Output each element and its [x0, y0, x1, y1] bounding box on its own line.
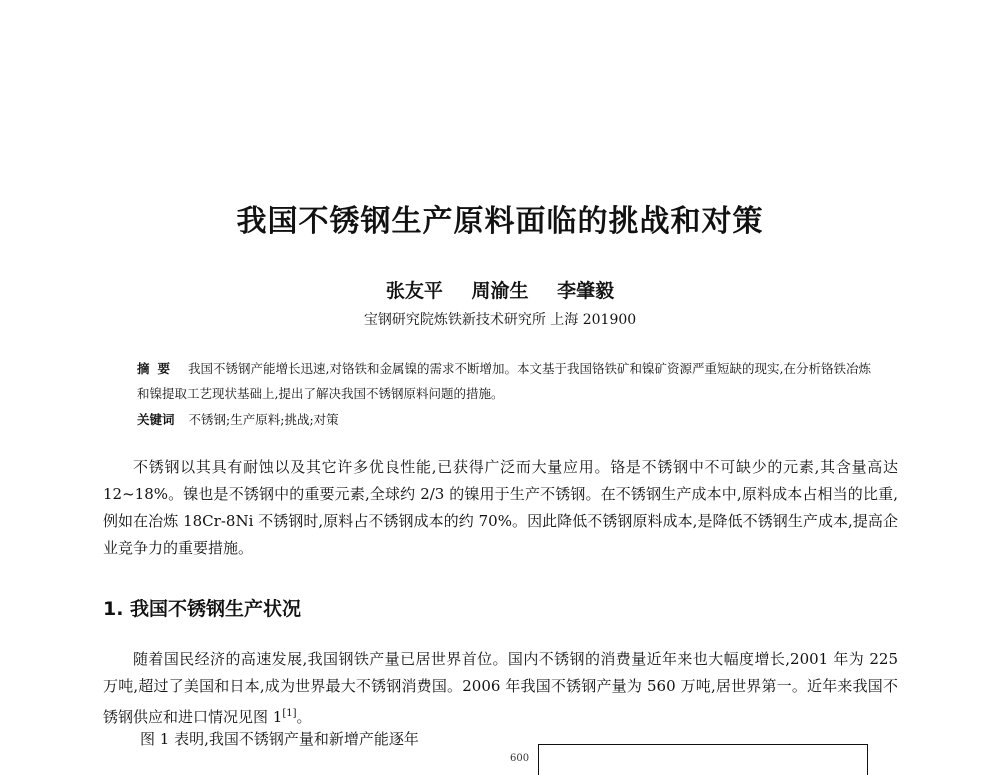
- keywords-block: [137, 410, 872, 428]
- keywords-text: 不锈钢;生产原料;挑战;对策: [188, 412, 339, 427]
- author-list: 张友平 周渝生 李肇毅: [385, 280, 615, 302]
- section-heading: 1. 我国不锈钢生产状况: [103, 598, 302, 620]
- intro-paragraph: 不锈钢以其具有耐蚀以及其它许多优良性能,已获得广泛而大量应用。铬是不锈钢中不可缺少的元素,其含量高达 12~18%。镍也是不锈钢中的重要元素,全球约 2/3 的镍用于生产不锈钢。在不锈钢生产成本中,原料成本占相当的比重,例如在冶炼 18Cr-8Ni 不锈钢时,原料占不锈钢成本的约 70%。因此降低不锈钢原料成本,是降低不锈钢生产成本,提高企业竞争力的重要措施。: [103, 458, 898, 557]
- abstract-text: 我国不锈钢产能增长迅速,对铬铁和金属镍的需求不断增加。本文基于我国铬铁矿和镍矿资源严重短缺的现实,在分析铬铁冶炼和镍提取工艺现状基础上,提出了解决我国不锈钢原料问题的措施。: [137, 361, 871, 401]
- section-paragraph: [103, 646, 898, 731]
- abstract-block: [137, 356, 872, 406]
- figure-reference-text: 图 1 表明,我国不锈钢产量和新增产能逐年: [140, 730, 419, 748]
- paper-title: 我国不锈钢生产原料面临的挑战和对策: [236, 204, 764, 239]
- keywords-label: 关键词: [137, 412, 175, 427]
- section-paragraph-end: 。: [296, 708, 312, 726]
- section-paragraph-text: 随着国民经济的高速发展,我国钢铁产量已居世界首位。国内不锈钢的消费量近年来也大幅度增长,2001 年为 225 万吨,超过了美国和日本,成为世界最大不锈钢消费国。2006 年我国不锈钢产量为 560 万吨,居世界第一。近年来我国不锈钢供应和进口情况见图 1: [103, 650, 898, 726]
- citation-ref[interactable]: [1]: [282, 708, 297, 719]
- figure-axis-label: 600: [510, 753, 530, 764]
- abstract-label: 摘要: [137, 361, 179, 376]
- author-affiliation: 宝钢研究院炼铁新技术研究所 上海 201900: [363, 312, 637, 328]
